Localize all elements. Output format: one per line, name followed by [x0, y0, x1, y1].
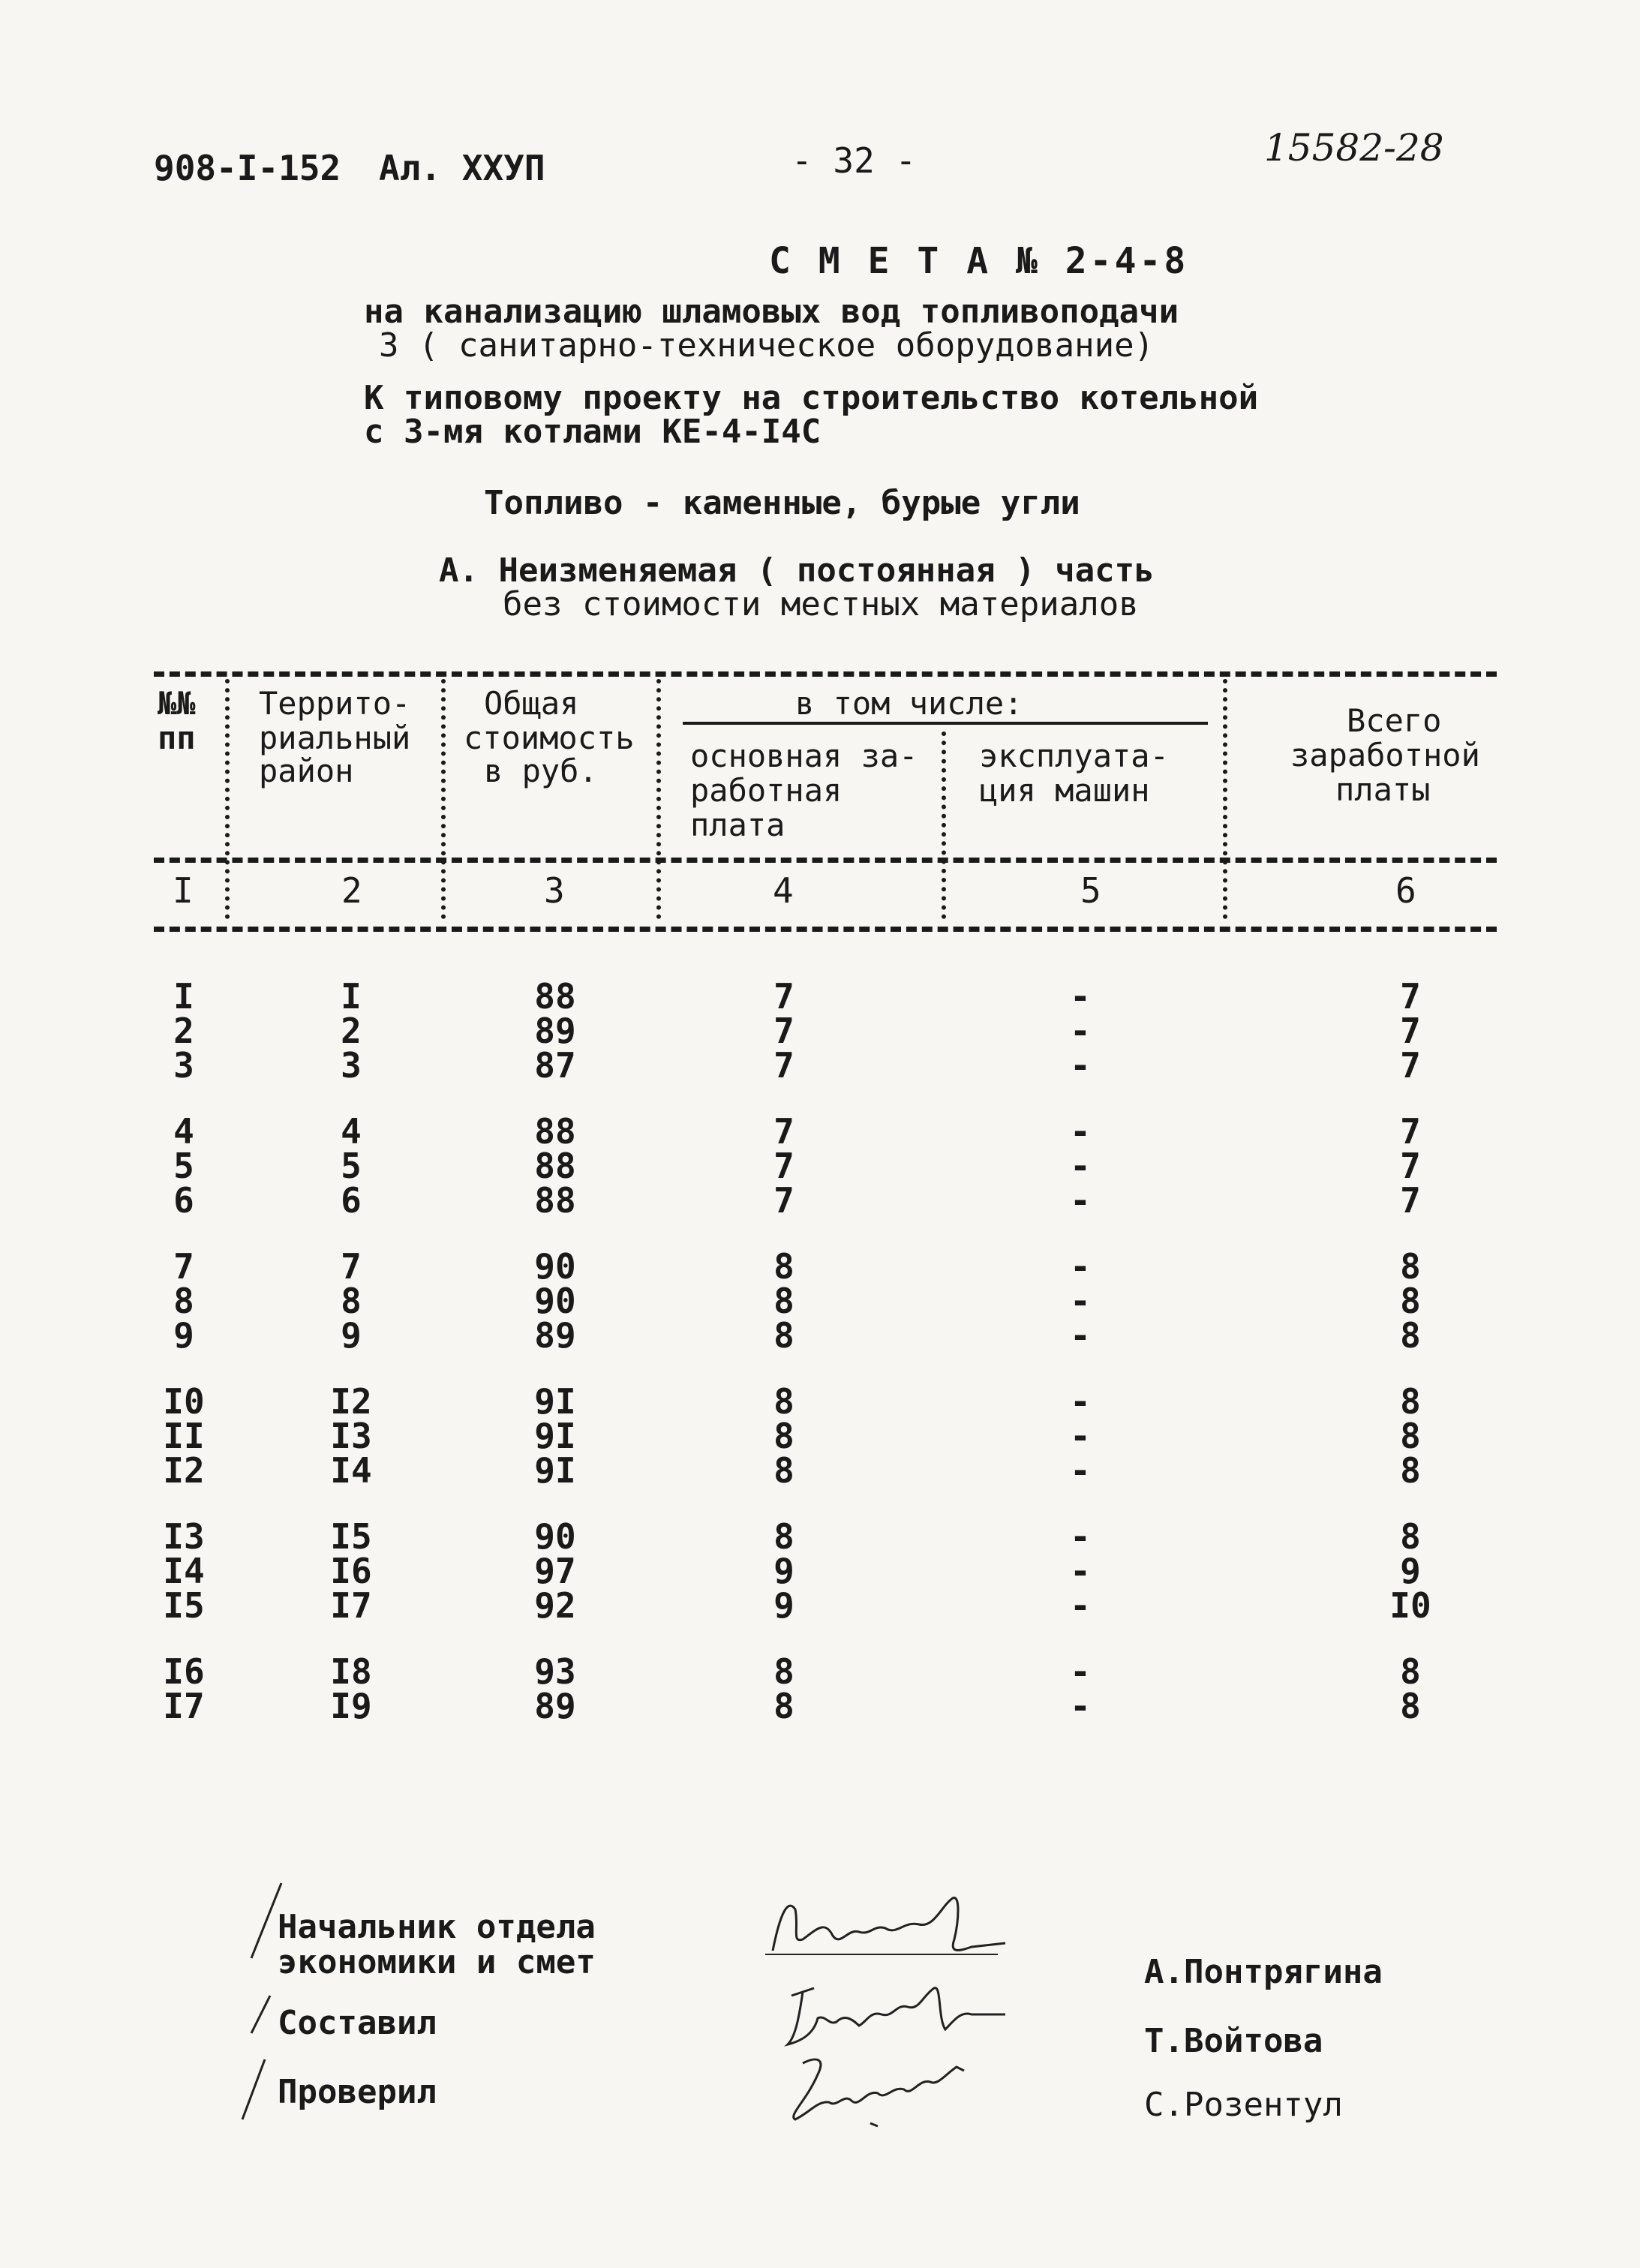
territory-cell: I3 [330, 1416, 372, 1456]
header-cost-1: Общая [484, 685, 579, 722]
territory-cell: 2 [341, 1011, 362, 1051]
machine-operation-cell: - [1070, 1651, 1091, 1692]
territory-cell: 9 [341, 1315, 362, 1356]
head-signature [758, 1883, 1013, 1973]
base-wage-cell: 8 [773, 1381, 794, 1422]
header-wage-3: плата [690, 807, 785, 843]
total-cost-cell: 92 [534, 1585, 576, 1626]
total-cost-cell: 89 [534, 1315, 576, 1356]
total-wage-cell: 7 [1400, 1180, 1421, 1221]
header-territory-2: риальный [259, 719, 411, 756]
row-number-cell: I0 [163, 1381, 205, 1422]
territory-cell: I [341, 976, 362, 1017]
checked-signature [773, 2048, 998, 2131]
base-wage-cell: 7 [773, 1111, 794, 1152]
base-wage-cell: 8 [773, 1281, 794, 1321]
total-wage-cell: I0 [1389, 1585, 1431, 1626]
total-cost-cell: 90 [534, 1246, 576, 1287]
total-cost-cell: 9I [534, 1450, 576, 1491]
base-wage-cell: 9 [773, 1585, 794, 1626]
head-of-department-label-2: экономики и смет [278, 1943, 596, 1981]
group-rule [683, 722, 1208, 725]
column-separator-1 [225, 679, 230, 919]
total-cost-cell: 9I [534, 1416, 576, 1456]
header-bottom-rule [154, 858, 1497, 863]
territory-cell: I4 [330, 1450, 372, 1491]
machine-operation-cell: - [1070, 1416, 1091, 1456]
column-separator-5 [1223, 679, 1227, 919]
territory-cell: 7 [341, 1246, 362, 1287]
territory-cell: I6 [330, 1551, 372, 1591]
machine-operation-cell: - [1070, 1180, 1091, 1221]
row-number-cell: 3 [173, 1045, 194, 1086]
row-number-cell: I4 [163, 1551, 205, 1591]
column-separator-2 [441, 679, 446, 919]
header-machines-1: эксплуата- [979, 737, 1169, 774]
header-number-2: пп [158, 719, 196, 756]
title-line-4: с 3-мя котлами КЕ-4-I4С [364, 413, 822, 451]
machine-operation-cell: - [1070, 1686, 1091, 1726]
column-number-3: 3 [544, 870, 565, 911]
total-cost-cell: 88 [534, 976, 576, 1017]
total-wage-cell: 7 [1400, 1111, 1421, 1152]
header-wage-1: основная за- [690, 737, 918, 774]
territory-cell: 6 [341, 1180, 362, 1221]
base-wage-cell: 8 [773, 1686, 794, 1726]
compiled-by-label: Составил [278, 2004, 437, 2042]
total-cost-cell: 88 [534, 1111, 576, 1152]
table-top-rule [154, 671, 1497, 677]
total-wage-cell: 8 [1400, 1416, 1421, 1456]
total-cost-cell: 87 [534, 1045, 576, 1086]
territory-cell: 8 [341, 1281, 362, 1321]
checked-by-name: С.Розентул [1144, 2086, 1343, 2124]
row-number-cell: I3 [163, 1516, 205, 1557]
inventory-number: 15582-28 [1264, 126, 1444, 170]
column-separator-3 [656, 679, 661, 919]
total-cost-cell: 97 [534, 1551, 576, 1591]
header-wage-2: работная [690, 772, 843, 809]
column-number-1: I [173, 870, 194, 911]
total-cost-cell: 89 [534, 1686, 576, 1726]
header-machines-2: ция машин [979, 772, 1150, 809]
territory-cell: 4 [341, 1111, 362, 1152]
row-number-cell: 6 [173, 1180, 194, 1221]
column-number-5: 5 [1080, 870, 1101, 911]
title-line-1: на канализацию шламовых вод топливоподачи [364, 293, 1179, 331]
row-number-cell: I7 [163, 1686, 205, 1726]
total-wage-cell: 8 [1400, 1381, 1421, 1422]
head-of-department-label-1: Начальник отдела [278, 1908, 596, 1946]
header-number-1: №№ [158, 685, 196, 722]
total-cost-cell: 88 [534, 1180, 576, 1221]
header-cost-3: в руб. [484, 752, 598, 789]
row-number-cell: 4 [173, 1111, 194, 1152]
machine-operation-cell: - [1070, 976, 1091, 1017]
machine-operation-cell: - [1070, 1111, 1091, 1152]
base-wage-cell: 8 [773, 1450, 794, 1491]
part-line-2: без стоимости местных материалов [503, 585, 1139, 623]
total-cost-cell: 93 [534, 1651, 576, 1692]
total-cost-cell: 90 [534, 1281, 576, 1321]
row-number-cell: I5 [163, 1585, 205, 1626]
row-number-cell: I6 [163, 1651, 205, 1692]
header-group: в том числе: [795, 685, 1023, 722]
machine-operation-cell: - [1070, 1381, 1091, 1422]
header-territory-3: район [259, 752, 354, 789]
total-wage-cell: 8 [1400, 1450, 1421, 1491]
total-wage-cell: 7 [1400, 1146, 1421, 1186]
colnum-bottom-rule [154, 927, 1497, 932]
row-number-cell: 8 [173, 1281, 194, 1321]
column-number-2: 2 [341, 870, 362, 911]
total-wage-cell: 7 [1400, 1045, 1421, 1086]
fuel-line: Топливо - каменные, бурые угли [484, 484, 1080, 522]
base-wage-cell: 7 [773, 1045, 794, 1086]
row-number-cell: I2 [163, 1450, 205, 1491]
title-line-3: К типовому проекту на строительство котельной [364, 379, 1259, 417]
machine-operation-cell: - [1070, 1281, 1091, 1321]
total-cost-cell: 9I [534, 1381, 576, 1422]
territory-cell: I8 [330, 1651, 372, 1692]
base-wage-cell: 8 [773, 1315, 794, 1356]
row-number-cell: 7 [173, 1246, 194, 1287]
compiled-by-name: Т.Войтова [1144, 2022, 1323, 2060]
total-cost-cell: 88 [534, 1146, 576, 1186]
column-number-6: 6 [1395, 870, 1416, 911]
checked-by-label: Проверил [278, 2073, 437, 2111]
territory-cell: I2 [330, 1381, 372, 1422]
machine-operation-cell: - [1070, 1246, 1091, 1287]
machine-operation-cell: - [1070, 1315, 1091, 1356]
estimate-heading: С М Е Т А № 2-4-8 [769, 240, 1189, 282]
territory-cell: 3 [341, 1045, 362, 1086]
machine-operation-cell: - [1070, 1011, 1091, 1051]
row-number-cell: 5 [173, 1146, 194, 1186]
column-separator-4 [942, 731, 946, 919]
base-wage-cell: 7 [773, 1011, 794, 1051]
page-number: - 32 - [791, 140, 917, 181]
total-cost-cell: 89 [534, 1011, 576, 1051]
machine-operation-cell: - [1070, 1450, 1091, 1491]
margin-slash-2 [244, 1992, 274, 2037]
album-number: Ал. ХХУП [379, 148, 545, 188]
total-wage-cell: 8 [1400, 1516, 1421, 1557]
column-number-4: 4 [773, 870, 794, 911]
header-total-wage-2: заработной [1290, 737, 1480, 774]
row-number-cell: I [173, 976, 194, 1017]
base-wage-cell: 8 [773, 1516, 794, 1557]
header-territory-1: Террито- [259, 685, 411, 722]
row-number-cell: II [163, 1416, 205, 1456]
total-cost-cell: 90 [534, 1516, 576, 1557]
base-wage-cell: 7 [773, 976, 794, 1017]
territory-cell: I7 [330, 1585, 372, 1626]
base-wage-cell: 7 [773, 1146, 794, 1186]
title-line-2: 3 ( санитарно-техническое оборудование) [379, 326, 1155, 365]
total-wage-cell: 7 [1400, 976, 1421, 1017]
base-wage-cell: 9 [773, 1551, 794, 1591]
machine-operation-cell: - [1070, 1585, 1091, 1626]
compiled-signature [773, 1973, 1013, 2056]
base-wage-cell: 7 [773, 1180, 794, 1221]
total-wage-cell: 8 [1400, 1651, 1421, 1692]
total-wage-cell: 7 [1400, 1011, 1421, 1051]
total-wage-cell: 8 [1400, 1281, 1421, 1321]
base-wage-cell: 8 [773, 1246, 794, 1287]
machine-operation-cell: - [1070, 1551, 1091, 1591]
machine-operation-cell: - [1070, 1516, 1091, 1557]
territory-cell: I9 [330, 1686, 372, 1726]
header-total-wage-3: платы [1335, 771, 1431, 808]
header-total-wage-1: Всего [1347, 702, 1442, 739]
territory-cell: 5 [341, 1146, 362, 1186]
total-wage-cell: 8 [1400, 1246, 1421, 1287]
total-wage-cell: 8 [1400, 1686, 1421, 1726]
territory-cell: I5 [330, 1516, 372, 1557]
row-number-cell: 9 [173, 1315, 194, 1356]
base-wage-cell: 8 [773, 1416, 794, 1456]
part-line-1: А. Неизменяемая ( постоянная ) часть [439, 551, 1155, 590]
machine-operation-cell: - [1070, 1146, 1091, 1186]
base-wage-cell: 8 [773, 1651, 794, 1692]
header-cost-2: стоимость [464, 719, 635, 756]
row-number-cell: 2 [173, 1011, 194, 1051]
margin-slash-3 [239, 2056, 269, 2123]
head-of-department-name: А.Понтрягина [1144, 1953, 1383, 1991]
document-code: 908-I-152 [154, 148, 341, 188]
total-wage-cell: 9 [1400, 1551, 1421, 1591]
total-wage-cell: 8 [1400, 1315, 1421, 1356]
machine-operation-cell: - [1070, 1045, 1091, 1086]
